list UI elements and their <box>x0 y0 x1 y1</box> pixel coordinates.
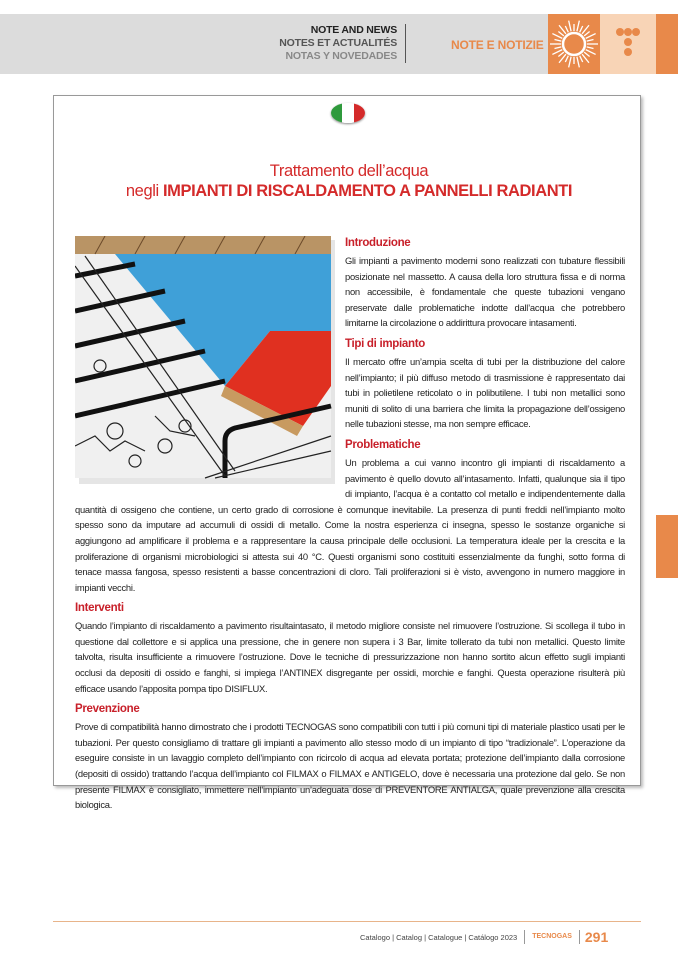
title-bold: IMPIANTI DI RISCALDAMENTO A PANNELLI RADIANTI <box>162 182 573 200</box>
article-body <box>75 236 625 819</box>
page-header <box>0 14 678 74</box>
title-prefix: negli <box>125 182 163 200</box>
tecnogas-logo-icon <box>600 14 656 74</box>
section-text: Quando l’impianto di riscaldamento a pavimento risultaintasato, il metodo migliore consiste nel rimuovere l’ostruzione. Si scollega il tubo in questione dal collettore e si applica una pressione, che in genere non supera i 3 Bar, limite tollerato da tubi non metallici. Questo limite talvolta, risulta insufficiente a rimuovere l’ostruzione. Dove le tecniche di pressurizzazione non hanno sortito alcun effetto sugli impianti occlusi da depositi di ossido e fanghi, si impiega l’ANTINEX disgregante per ossidi, morchie e fanghi. Questa operazione risulterà più efficace usando l’apposita pompa tipo DISIFLUX. <box>75 620 625 694</box>
title-line2 <box>60 181 638 201</box>
section-text: Gli impianti a pavimento moderni sono realizzati con tubature flessibili posizionate nel massetto. A causa della loro struttura fissa e di norma non accessibile, è fondamentale che queste tubazioni vengano preservate dalle problematiche indotte dall’acqua che potrebbero limitarne la circolazione o addirittura provocare intasamenti. <box>345 255 625 329</box>
italian-flag-icon <box>331 103 365 123</box>
section-text: Un problema a cui vanno incontro gli impianti di riscaldamento a pavimento è quello dovuto all’intasamento. Infatti, qualunque sia il tipo di impianto, l’acqua è a contatto col metallo e indipendentemente dalla quantità di ossigeno che contiene, un certo grado di corrosione è comunque inevitabile. La presenza di punti freddi nell’impianto molto spesso sono da imputare ad accumuli di ossidi di metallo. Come la nostra esperienza ci insegna, spesso le sostanze organiche si aggiungono ad amplificare il problema e a rappresentare la causa principale delle occlusioni. La temperatura ideale per la crescita e la proliferazione di organismi microbiologici si attesta sui 40 °C. Questi organismi sono costituiti essenzialmente da funghi, sotto forma di tenace massa fangosa, spesso resistenti a basse concentrazioni di cloro. Tali proliferazioni si è visto, avvengono in numero maggiore in impianti vecchi. <box>75 456 625 593</box>
footer-catalog: Catalogo | Catalog | Catalogue | Catálogo 2023 <box>360 932 518 942</box>
page-number: 291 <box>579 930 608 944</box>
header-accent-block <box>656 14 678 74</box>
header-titles <box>279 24 406 63</box>
footer-brand: TECNOGAS <box>524 930 579 944</box>
header-fr: NOTES ET ACTUALITÉS <box>279 37 397 49</box>
footer-divider <box>53 921 641 922</box>
section-heading: Tipi di impianto <box>345 337 425 350</box>
page-footer <box>360 930 608 944</box>
section-heading: Problematiche <box>345 438 421 451</box>
section-label: NOTE E NOTIZIE <box>451 38 544 52</box>
section-text: Il mercato offre un’ampia scelta di tubi per la distribuzione del calore nell’impianto; il più diffuso metodo di trasmissione è rappresentato dai tubi in polietilene reticolato o in polibutilene. I tubi non metallici sono muniti di solito di una barriera che limita la propagazione dell’ossigeno nelle tubazioni stesse, ma non sempre efficace. <box>345 355 625 430</box>
article-title <box>60 161 638 201</box>
header-en: NOTE AND NEWS <box>310 24 397 36</box>
section-text: Prove di compatibilità hanno dimostrato che i prodotti TECNOGAS sono compatibili con tutti i più comuni tipi di materiale plastico usati per le tubazioni. Per questo consigliamo di trattare gli impianti a pavimento allo stesso modo di un impianto di tipo “tradizionale”. L’operazione da eseguire consiste in un lavaggio completo dell’impianto con ricircolo di acqua ad elevata portata; protezione dell’impianto dalla corrosione (depositi di ossido) trattando l’acqua dell’impianto col FILMAX o FILMAX e ANTIGELO, dove è necessaria una protezione dal gelo. Se non presente FILMAX è consigliato, immettere nell’impianto un’adeguata dose di PREVENTORE ANTIALGA, quale prevenzione alla crescita biologica. <box>75 721 625 811</box>
header-es: NOTAS Y NOVEDADES <box>285 50 397 62</box>
section-heading: Introduzione <box>345 237 411 249</box>
floor-heating-illustration <box>75 236 337 486</box>
section-heading: Prevenzione <box>75 703 140 716</box>
sun-icon <box>548 14 600 74</box>
title-line1: Trattamento dell’acqua <box>269 162 429 180</box>
section-heading: Interventi <box>75 602 124 615</box>
side-tab <box>656 515 678 578</box>
